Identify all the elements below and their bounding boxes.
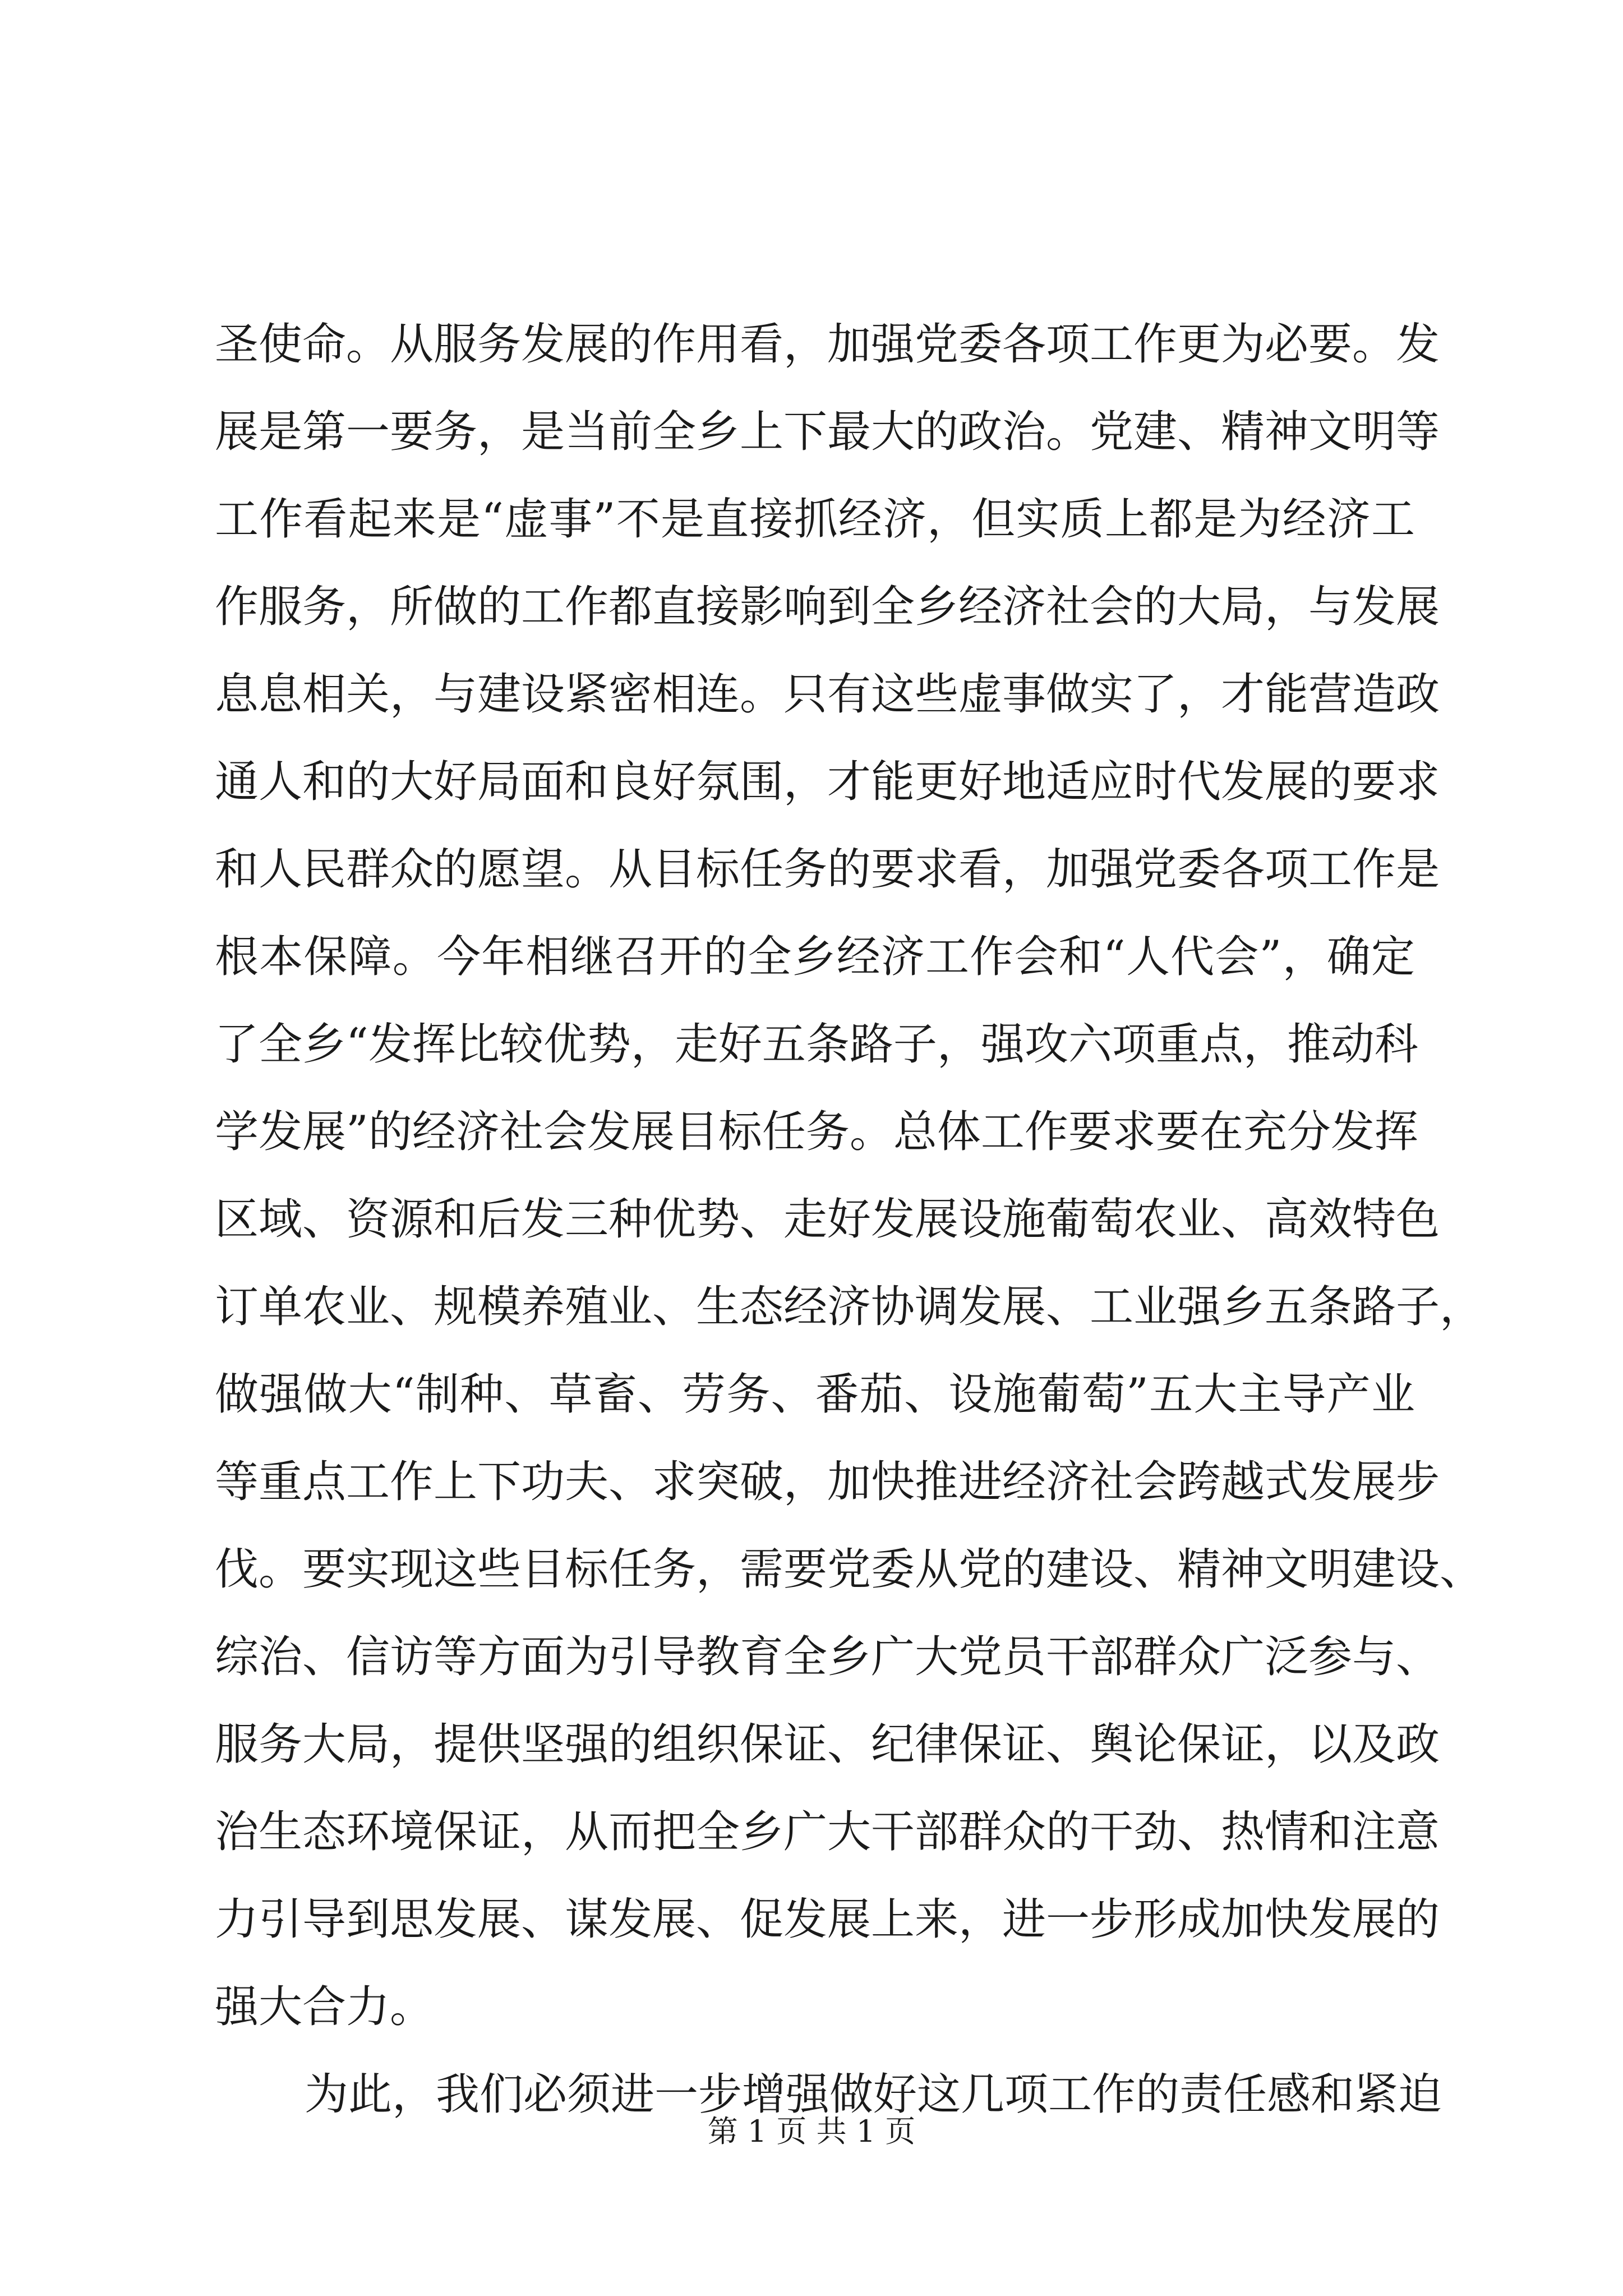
- text-line: 工作看起来是“虚事”不是直接抓经济，但实质上都是为经济工: [215, 494, 1415, 545]
- text-line: 区域、资源和后发三种优势、走好发展设施葡萄农业、高效特色: [215, 1194, 1440, 1245]
- paragraph-end-line: 强大合力。: [215, 1982, 434, 2032]
- body-text: [215, 301, 1484, 2138]
- text-line: 息息相关，与建设紧密相连。只有这些虚事做实了，才能营造政: [215, 669, 1440, 720]
- text-line: 服务大局，提供坚强的组织保证、纪律保证、舆论保证，以及政: [215, 1719, 1440, 1770]
- page-footer: 第 1 页 共 1 页: [707, 2114, 916, 2149]
- text-line: 作服务，所做的工作都直接影响到全乡经济社会的大局，与发展: [215, 582, 1440, 632]
- text-line: 圣使命。从服务发展的作用看，加强党委各项工作更为必要。发: [215, 319, 1440, 370]
- text-line: 伐。要实现这些目标任务，需要党委从党的建设、精神文明建设、: [215, 1544, 1484, 1595]
- text-line: 订单农业、规模养殖业、生态经济协调发展、工业强乡五条路子，: [215, 1282, 1484, 1332]
- paragraph-first-line: 为此，我们必须进一步增强做好这几项工作的责任感和紧迫: [305, 2069, 1442, 2120]
- text-line: 通人和的大好局面和良好氛围，才能更好地适应时代发展的要求: [215, 757, 1440, 807]
- text-line: 展是第一要务，是当前全乡上下最大的政治。党建、精神文明等: [215, 407, 1440, 457]
- text-line: 根本保障。今年相继召开的全乡经济工作会和“人代会”，确定: [215, 932, 1415, 982]
- text-line: 治生态环境保证，从而把全乡广大干部群众的干劲、热情和注意: [215, 1807, 1440, 1857]
- text-line: 等重点工作上下功夫、求突破，加快推进经济社会跨越式发展步: [215, 1457, 1440, 1507]
- text-line: 综治、信访等方面为引导教育全乡广大党员干部群众广泛参与、: [215, 1632, 1440, 1682]
- text-line: 和人民群众的愿望。从目标任务的要求看，加强党委各项工作是: [215, 844, 1440, 895]
- text-line: 学发展”的经济社会发展目标任务。总体工作要求要在充分发挥: [215, 1107, 1418, 1157]
- text-line: 做强做大“制种、草畜、劳务、番茄、设施葡萄”五大主导产业: [215, 1369, 1415, 1420]
- text-line: 了全乡“发挥比较优势，走好五条路子，强攻六项重点，推动科: [215, 1019, 1418, 1070]
- text-line: 力引导到思发展、谋发展、促发展上来，进一步形成加快发展的: [215, 1894, 1440, 1945]
